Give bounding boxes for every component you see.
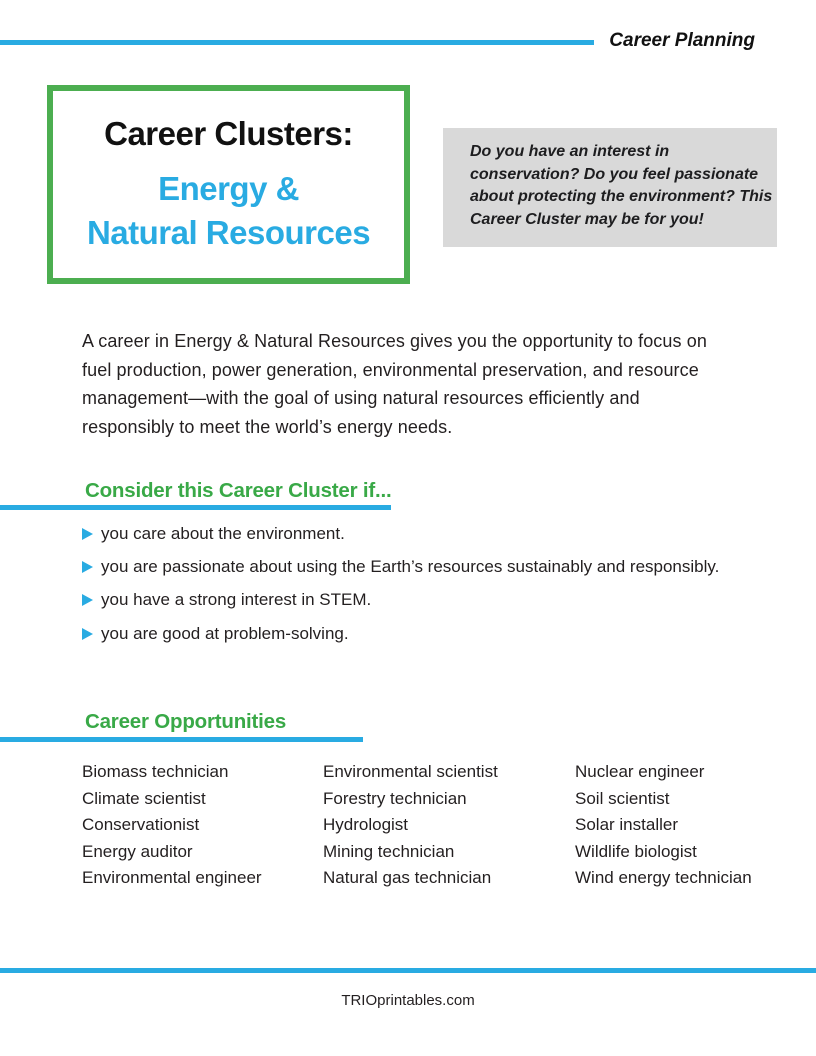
career-planning-label: Career Planning bbox=[609, 30, 755, 51]
bullet-text: you have a strong interest in STEM. bbox=[101, 590, 372, 610]
career-item: Wind energy technician bbox=[575, 868, 752, 888]
bullet-text: you are passionate about using the Earth’s resources sustainably and responsibly. bbox=[101, 557, 720, 577]
career-item: Energy auditor bbox=[82, 841, 193, 861]
career-item: Solar installer bbox=[575, 815, 678, 835]
bullet-item bbox=[82, 550, 719, 583]
bullet-triangle-icon bbox=[82, 528, 93, 540]
footer-divider bbox=[0, 968, 816, 973]
career-item: Biomass technician bbox=[82, 762, 229, 781]
career-item: Hydrologist bbox=[323, 815, 409, 835]
description-line: responsibly to meet the world’s energy needs. bbox=[82, 416, 453, 437]
career-item: Wildlife biologist bbox=[575, 841, 697, 861]
description-line: A career in Energy & Natural Resources gives you the opportunity to focus on bbox=[82, 331, 707, 351]
bullet-triangle-icon bbox=[82, 628, 93, 640]
description-paragraph bbox=[82, 327, 707, 441]
career-item: Natural gas technician bbox=[323, 868, 492, 888]
quote-line: Do you have an interest in bbox=[470, 143, 670, 160]
bullet-text: you are good at problem-solving. bbox=[101, 623, 349, 643]
quote-line: conservation? Do you feel passionate bbox=[470, 165, 759, 183]
career-item: Forestry technician bbox=[323, 788, 467, 808]
title-line-career-clusters: Career Clusters: bbox=[104, 115, 353, 152]
title-line-natural-resources: Natural Resources bbox=[86, 214, 371, 251]
title-box bbox=[47, 85, 410, 284]
career-item: Nuclear engineer bbox=[575, 762, 705, 781]
consider-bullet-list bbox=[82, 517, 719, 651]
career-column-1 bbox=[82, 759, 262, 892]
consider-heading-underline bbox=[0, 505, 391, 510]
career-item: Climate scientist bbox=[82, 788, 206, 808]
career-item: Soil scientist bbox=[575, 788, 670, 808]
career-item: Mining technician bbox=[323, 841, 455, 861]
bullet-triangle-icon bbox=[82, 561, 93, 573]
description-line: management—with the goal of using natural resources efficiently and bbox=[82, 388, 640, 408]
career-item: Environmental scientist bbox=[323, 762, 498, 781]
career-column-2 bbox=[323, 759, 498, 892]
top-divider bbox=[0, 40, 594, 45]
intro-quote-box bbox=[443, 128, 777, 247]
footer-site-label: TRIOprintables.com bbox=[341, 992, 475, 1009]
opportunities-section-heading: Career Opportunities bbox=[85, 710, 287, 733]
title-line-energy: Energy & bbox=[158, 170, 299, 207]
consider-section-heading: Consider this Career Cluster if... bbox=[85, 479, 392, 502]
career-item: Conservationist bbox=[82, 815, 200, 835]
career-item: Environmental engineer bbox=[82, 868, 262, 888]
bullet-item bbox=[82, 617, 719, 650]
bullet-item bbox=[82, 517, 719, 550]
career-column-3 bbox=[575, 759, 752, 892]
quote-line: about protecting the environment? This bbox=[470, 188, 773, 205]
opportunities-heading-underline bbox=[0, 737, 363, 742]
description-line: fuel production, power generation, environmental preservation, and resource bbox=[82, 359, 699, 380]
bullet-triangle-icon bbox=[82, 594, 93, 606]
bullet-item bbox=[82, 584, 719, 617]
bullet-text: you care about the environment. bbox=[101, 523, 345, 543]
quote-line: Career Cluster may be for you! bbox=[470, 210, 704, 228]
